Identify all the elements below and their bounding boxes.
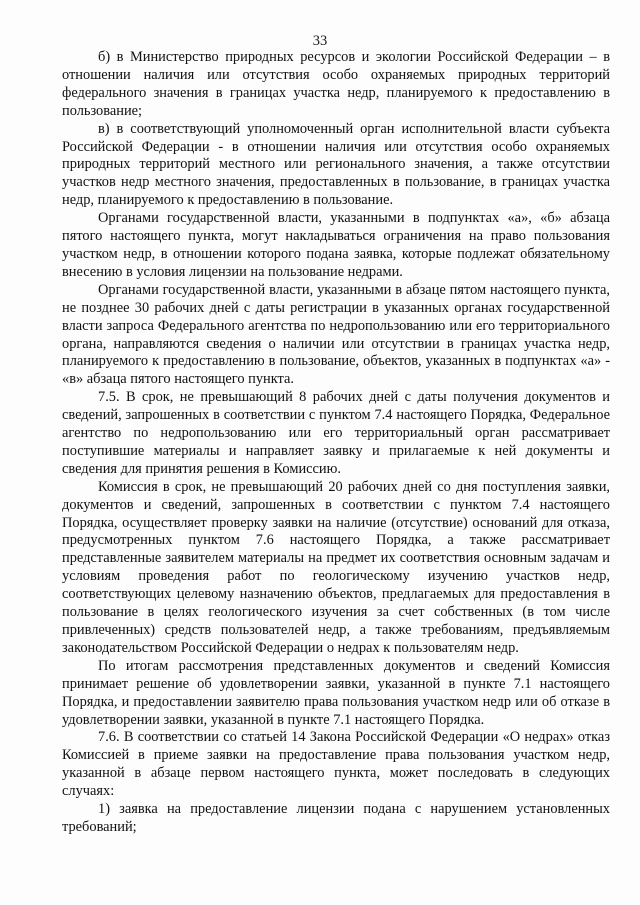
paragraph-commission-decision: По итогам рассмотрения представленных документов и сведений Комиссия принимает решение об удовлетворении заявки, указанной в пункте 7.1 настоящего Порядка, и предоставлении заявителю права пользования участком недр или об отказе в удовлетворении заявки, указанной в пункте 7.1 настоящего Порядка. [62, 657, 610, 728]
paragraph-7-6: 7.6. В соответствии со статьей 14 Закона Российской Федерации «О недрах» отказ Комиссией в приеме заявки на предоставление права пользования участком недр, указанной в абзаце первом настоящего пункта, может последовать в следующих случаях: [62, 729, 610, 800]
paragraph-restrictions: Органами государственной власти, указанными в подпунктах «а», «б» абзаца пятого настоящего пункта, могут накладываться ограничения на право пользования участком недр, в отношении которого подана заявка, которые подлежат обязательному внесению в условия лицензии на пользование недрами. [62, 210, 610, 280]
paragraph-deadline-30-days: Органами государственной власти, указанными в абзаце пятом настоящего пункта, не позднее 30 рабочих дней с даты регистрации в указанных органах государственной власти запроса Федерального агентства по недропользованию или его территориального органа, направляются сведения о наличии или отсутствии в границах участка недр, планируемого к предоставлению в пользование, объектов, указанных в подпунктах «а» - «в» абзаца пятого настоящего пункта. [62, 281, 610, 388]
paragraph-commission-review: Комиссия в срок, не превышающий 20 рабочих дней со дня поступления заявки, документов и сведений, запрошенных в соответствии с пунктом 7.4 настоящего Порядка, осуществляет проверку заявки на наличие (отсутствие) оснований для отказа, предусмотренных пунктом 7.6 настоящего Порядка, а также рассматривает представленные заявителем материалы на предмет их соответствия основным задачам и условиям проведения работ по геологическому изучению участков недр, соответствующих целевому назначению объектов, предлагаемых для предоставления в пользование в целях геологического изучения за счет собственных (в том числе привлеченных) средств пользователей недр, а также требованиям, предъявляемым законодательством Российской Федерации о недрах к пользователям недр. [62, 478, 610, 656]
paragraph-v: в) в соответствующий уполномоченный орган исполнительной власти субъекта Российской Федерации - в отношении наличия или отсутствия особо охраняемых природных территорий местного или регионального значения, а также отсутствии участков недр местного значения, предоставленных в пользование, в границах участка недр, планируемого к предоставлению в пользование. [62, 120, 610, 209]
paragraph-item-1: 1) заявка на предоставление лицензии подана с нарушением установленных требований; [62, 801, 610, 835]
paragraph-7-5: 7.5. В срок, не превышающий 8 рабочих дней с даты получения документов и сведений, запрошенных в соответствии с пунктом 7.4 настоящего Порядка, Федеральное агентство по недропользованию или его территориальный орган рассматривает поступившие материалы и направляет заявку и прилагаемые к ней документы и сведения для принятия решения в Комиссию. [62, 389, 610, 477]
page-number: 33 [312, 33, 328, 49]
paragraph-b: б) в Министерство природных ресурсов и экологии Российской Федерации – в отношении наличия или отсутствия особо охраняемых природных территорий федерального значения в границах участка недр, планируемого к предоставлению в пользование; [62, 49, 610, 119]
document-body [62, 49, 610, 837]
